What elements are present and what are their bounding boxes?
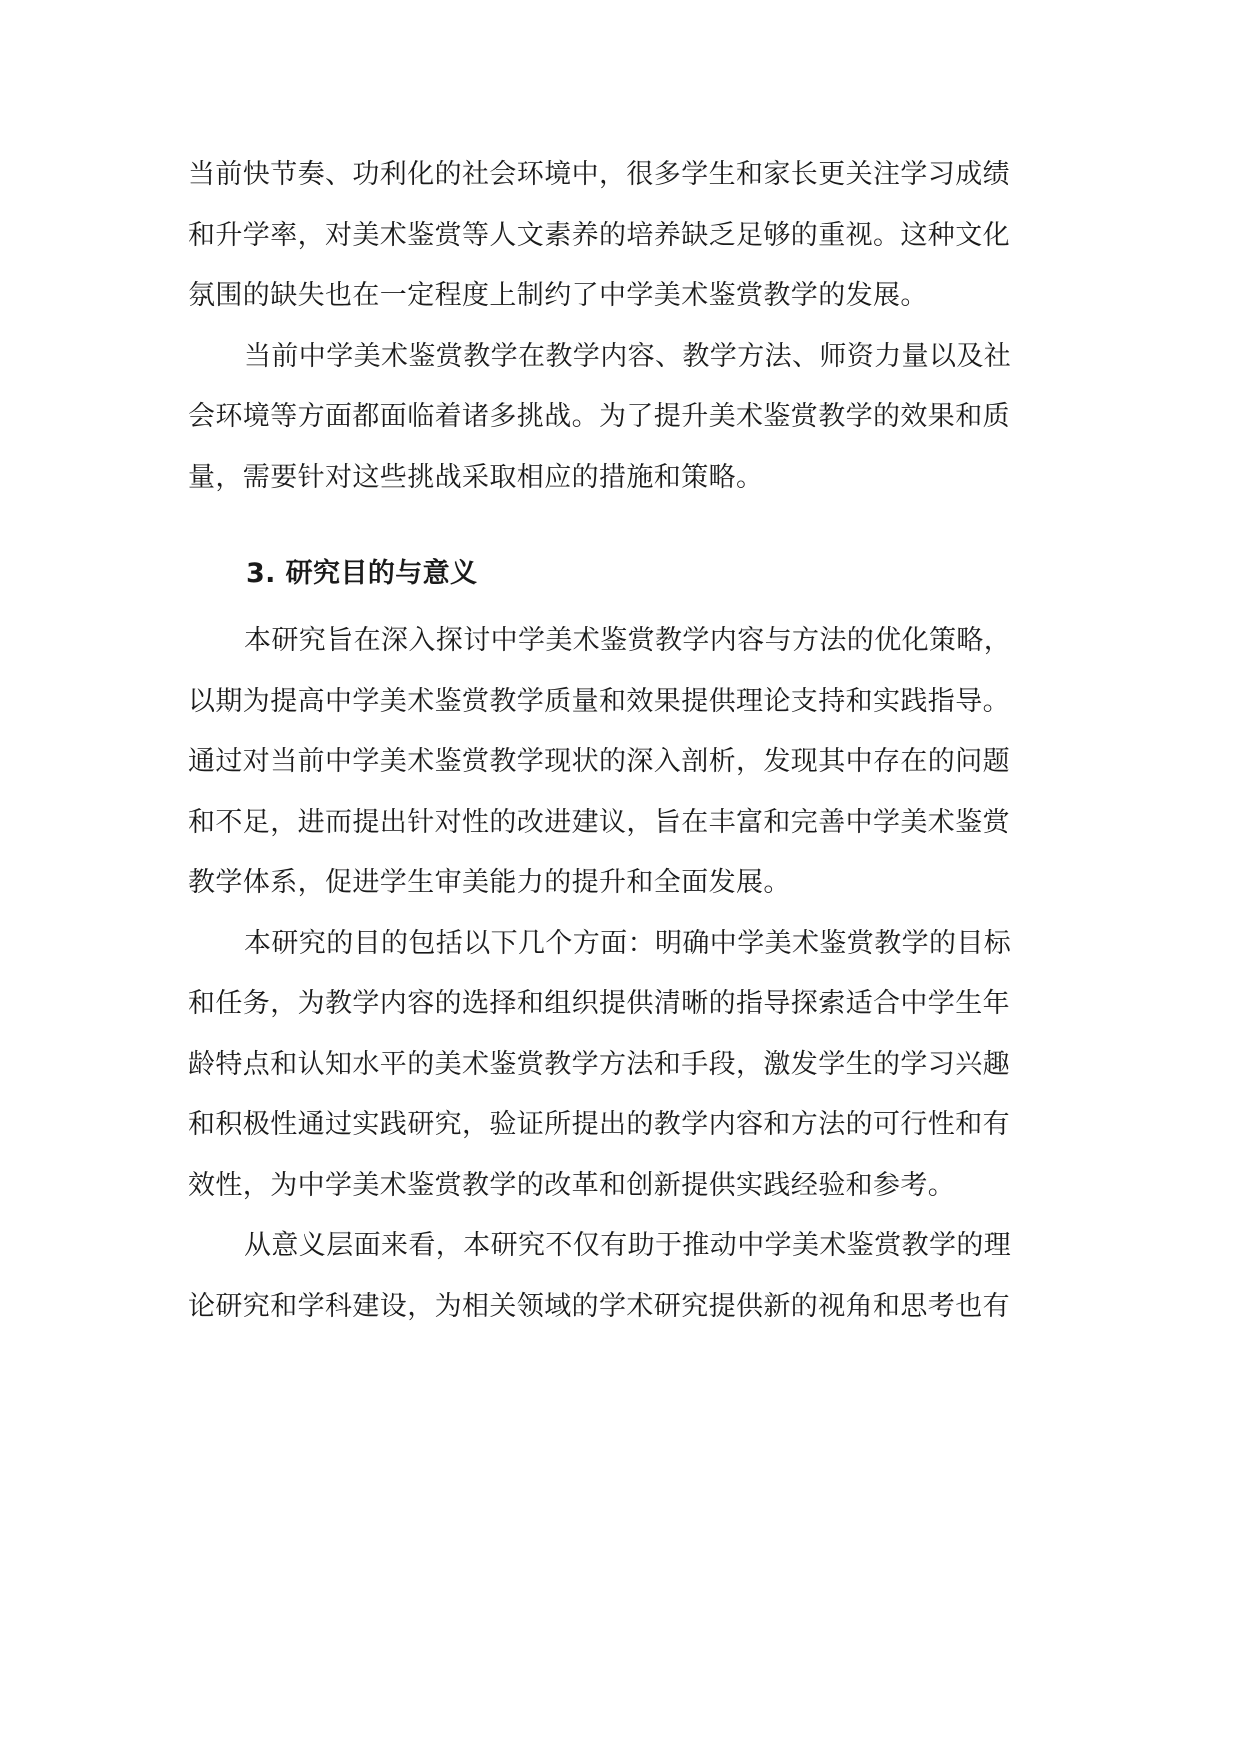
text-line: 效性，为中学美术鉴赏教学的改革和创新提供实践经验和参考。 — [188, 1169, 956, 1201]
text-line: 氛围的缺失也在一定程度上制约了中学美术鉴赏教学的发展。 — [188, 280, 928, 311]
section-heading: 3. 研究目的与意义 — [246, 558, 478, 589]
text-line: 和任务，为教学内容的选择和组织提供清晰的指导探索适合中学生年 — [188, 988, 1010, 1019]
document-body — [188, 145, 1068, 1337]
text-line: 教学体系，促进学生审美能力的提升和全面发展。 — [188, 867, 791, 898]
paragraph-research-goals — [188, 914, 1068, 1217]
text-line: 本研究旨在深入探讨中学美术鉴赏教学内容与方法的优化策略， — [244, 625, 1012, 656]
paragraph-research-significance — [188, 1216, 1068, 1337]
text-line: 本研究的目的包括以下几个方面：明确中学美术鉴赏教学的目标 — [244, 927, 1012, 959]
text-line: 当前中学美术鉴赏教学在教学内容、教学方法、师资力量以及社 — [244, 340, 1012, 372]
paragraph-research-aim — [188, 611, 1068, 914]
text-line: 和积极性通过实践研究，验证所提出的教学内容和方法的可行性和有 — [188, 1109, 1010, 1140]
text-line: 以期为提高中学美术鉴赏教学质量和效果提供理论支持和实践指导。 — [188, 685, 1010, 717]
text-line: 龄特点和认知水平的美术鉴赏教学方法和手段，激发学生的学习兴趣 — [188, 1048, 1010, 1080]
text-line: 和不足，进而提出针对性的改进建议，旨在丰富和完善中学美术鉴赏 — [188, 806, 1010, 838]
text-line: 从意义层面来看，本研究不仅有助于推动中学美术鉴赏教学的理 — [244, 1230, 1012, 1261]
paragraph-social-environment — [188, 145, 1068, 327]
text-line: 和升学率，对美术鉴赏等人文素养的培养缺乏足够的重视。这种文化 — [188, 219, 1010, 251]
text-line: 通过对当前中学美术鉴赏教学现状的深入剖析，发现其中存在的问题 — [188, 746, 1010, 777]
text-line: 量，需要针对这些挑战采取相应的措施和策略。 — [188, 461, 764, 493]
paragraph-challenges-summary — [188, 327, 1068, 509]
text-line: 会环境等方面都面临着诸多挑战。为了提升美术鉴赏教学的效果和质 — [188, 401, 1010, 432]
section-spacer — [188, 508, 1068, 549]
text-line: 当前快节奏、功利化的社会环境中，很多学生和家长更关注学习成绩 — [188, 159, 1010, 190]
text-line: 论研究和学科建设，为相关领域的学术研究提供新的视角和思考也有 — [188, 1290, 1010, 1322]
